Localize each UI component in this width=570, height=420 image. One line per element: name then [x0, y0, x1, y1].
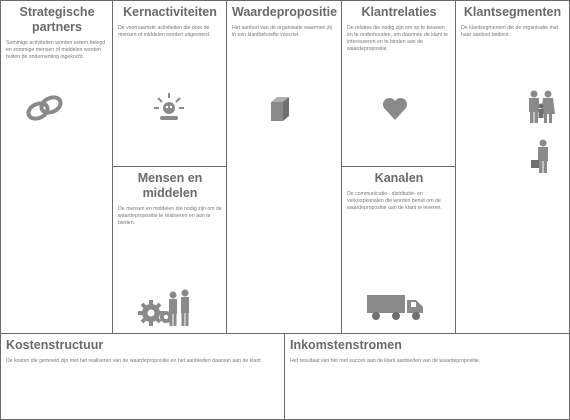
block-title: Strategische partners: [19, 5, 95, 34]
block-customer-relationships: [341, 0, 457, 168]
block-key-activities: [112, 0, 228, 168]
block-description: De communicatie-, distributie- en verkoopkanalen die worden benut om de waardepropositie aan de klant te leveren.: [347, 191, 442, 211]
block-revenue-streams: [284, 333, 570, 420]
block-title: Klantrelaties: [361, 5, 437, 19]
block-customer-segments: [455, 0, 570, 335]
gears-people-icon: [137, 287, 195, 327]
truck-icon: [366, 292, 426, 322]
block-description: De kosten die gemoeid zijn met het realiseren van de waardepropositie en het aanbieden daarvan aan de klant.: [6, 358, 263, 364]
block-description: Het resultaat van het met succes aan de klant aanbieden van de waardepropositie.: [290, 358, 481, 364]
block-title: Inkomstenstromen: [290, 338, 402, 352]
block-cost-structure: [0, 333, 286, 420]
block-title: Kanalen: [374, 171, 424, 185]
block-title: Kernactiviteiten: [123, 5, 217, 19]
block-description: De relaties die nodig zijn om op te bouwen en te onderhouden, om daarmee de klant te interesseren en te binden aan de waardepropositie.: [347, 25, 448, 52]
block-title: Waardepropositie: [232, 5, 338, 19]
block-channels: [341, 166, 457, 335]
people-group-icon: [526, 89, 556, 123]
block-value-proposition: [226, 0, 343, 335]
businessman-icon: [530, 139, 552, 173]
block-title: Klantsegmenten: [463, 5, 562, 19]
block-key-resources: [112, 166, 228, 335]
block-description: Het aanbod van de organisatie waarmee zij in een klantbehoefte voorziet.: [232, 25, 332, 38]
cube-icon: [269, 96, 291, 122]
block-description: De klantsegmenten die de organisatie met haar aanbod bedient.: [461, 25, 559, 38]
block-strategic-partners: [0, 0, 114, 335]
block-description: De voornaamste activiteiten die door de mensen of middelen worden uitgevoerd.: [118, 25, 211, 38]
block-description: De mensen en middelen die nodig zijn om de waardepropositie te realiseren en aan te bieden.: [118, 206, 222, 226]
heart-icon: [382, 97, 408, 121]
chain-link-icon: [25, 93, 65, 123]
activity-burst-icon: [151, 91, 187, 123]
block-title: Mensen en middelen: [137, 171, 203, 200]
block-title: Kostenstructuur: [6, 338, 104, 352]
block-description: Sommige activiteiten worden extern belegd en sommige mensen of middelen worden buiten de onderneming ingekocht.: [6, 40, 106, 60]
